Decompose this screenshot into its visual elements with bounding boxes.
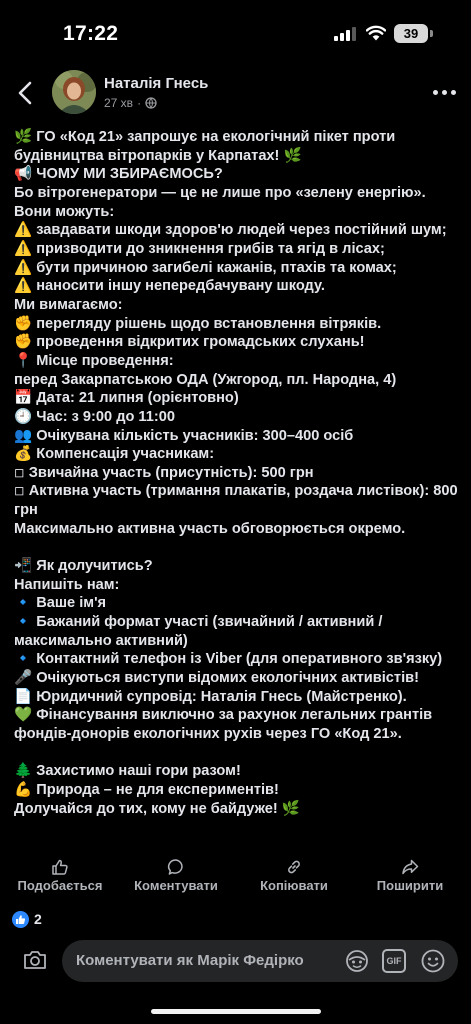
comment-composer <box>0 936 471 986</box>
like-reaction-icon <box>12 911 29 928</box>
post-line: 🕘 Час: з 9:00 до 11:00 <box>14 408 175 425</box>
like-button[interactable] <box>8 850 112 898</box>
post-line: Бо вітрогенератори — це не лише про «зелену енергію». Вони можуть: <box>14 184 430 220</box>
post-line: 📍 Місце проведення: <box>14 352 174 369</box>
post-header <box>0 66 471 126</box>
share-label: Поширити <box>376 878 444 893</box>
post-line: 🔹 Бажаний формат участі (звичайний / активний / максимально активний) <box>14 614 387 649</box>
globe-icon <box>145 97 157 109</box>
share-button[interactable] <box>362 850 458 898</box>
reactions-summary[interactable] <box>12 910 42 928</box>
thumbs-up-icon <box>51 858 69 876</box>
avatar-sticker-icon[interactable] <box>345 949 369 973</box>
post-line: ◽ Звичайна участь (присутність): 500 грн <box>14 464 314 481</box>
post-line: 🎤 Очікуються виступи відомих екологічних активістів! <box>14 670 419 687</box>
back-arrow-icon[interactable] <box>14 80 38 106</box>
post-line: ⚠️ призводити до зникнення грибів та ягід в лісах; <box>14 240 385 257</box>
camera-icon[interactable] <box>22 948 48 972</box>
post-line: ✊ проведення відкритих громадських слухань! <box>14 334 365 351</box>
share-arrow-icon <box>401 858 419 876</box>
gif-icon[interactable]: GIF <box>382 949 406 973</box>
post-line: ⚠️ бути причиною загибелі кажанів, птахів та комах; <box>14 259 397 276</box>
more-options-icon[interactable] <box>430 82 460 102</box>
comment-bubble-icon <box>167 858 185 876</box>
home-indicator[interactable] <box>151 1009 321 1014</box>
paragraph-gap <box>14 744 464 763</box>
battery-icon: 39 <box>394 24 428 43</box>
post-line: перед Закарпатською ОДА (Ужгород, пл. Народна, 4) <box>14 371 397 388</box>
post-line: 🔹 Контактний телефон із Viber (для оперативного зв'язку) <box>14 651 443 668</box>
post-line: 🌲 Захистимо наші гори разом! <box>14 763 241 780</box>
comment-input[interactable] <box>62 940 458 982</box>
post-line: 🌿 ГО «Код 21» запрошує на екологічний пікет проти будівництва вітропарків у Карпатах! 🌿 <box>14 129 400 164</box>
post-line: ⚠️ наносити іншу непередбачувану шкоду. <box>14 278 325 295</box>
author-avatar[interactable] <box>52 70 96 114</box>
wifi-icon <box>366 25 386 41</box>
post-line: 📅 Дата: 21 липня (орієнтовно) <box>14 390 239 407</box>
comment-button[interactable] <box>124 850 228 898</box>
status-time: 17:22 <box>63 22 119 45</box>
post-time: 27 хв <box>104 96 134 110</box>
post-line: Максимально активна участь обговорюється окремо. <box>14 520 406 537</box>
paragraph-gap <box>14 538 464 557</box>
reaction-count: 2 <box>34 911 42 927</box>
post-line: Напишіть нам: <box>14 576 120 593</box>
like-label: Подобається <box>17 878 103 893</box>
post-line: Ми вимагаємо: <box>14 296 123 313</box>
cellular-signal-icon <box>334 27 356 41</box>
copy-label: Копіювати <box>260 878 328 893</box>
post-line: 📲 Як долучитись? <box>14 558 153 575</box>
post-line: ✊ перегляду рішень щодо встановлення вітряків. <box>14 315 382 332</box>
post-line: ⚠️ завдавати шкоди здоров'ю людей через постійний шум; <box>14 222 447 239</box>
emoji-icon[interactable] <box>420 948 446 974</box>
post-line: 💪 Природа – не для експериментів! <box>14 781 279 798</box>
meta-separator: · <box>137 96 142 110</box>
post-text <box>14 128 464 818</box>
post-line: 💰 Компенсація учасникам: <box>14 446 215 463</box>
status-bar <box>0 0 471 64</box>
copy-button[interactable] <box>246 850 342 898</box>
battery-nub <box>430 30 433 37</box>
post-action-bar <box>0 850 471 898</box>
comment-label: Коментувати <box>134 878 218 893</box>
post-meta <box>104 96 157 110</box>
link-icon <box>285 858 303 876</box>
post-line: 📄 Юридичний супровід: Наталія Гнесь (Майстренко). <box>14 688 407 705</box>
author-name[interactable]: Наталія Гнесь <box>104 75 209 92</box>
post-line: 💚 Фінансування виключно за рахунок легальних грантів фондів-донорів екологічних рухів через ГО «Код 21». <box>14 707 437 742</box>
post-line: Долучайся до тих, кому не байдуже! 🌿 <box>14 800 300 817</box>
comment-placeholder: Коментувати як Марік Федірко <box>76 952 304 969</box>
post-line: 📢 ЧОМУ МИ ЗБИРАЄМОСЬ? <box>14 166 223 183</box>
post-line: 👥 Очікувана кількість учасників: 300–400 осіб <box>14 427 354 444</box>
post-line: ◽ Активна участь (тримання плакатів, роздача листівок): 800 грн <box>14 483 462 519</box>
post-line: 🔹 Ваше ім'я <box>14 595 107 612</box>
